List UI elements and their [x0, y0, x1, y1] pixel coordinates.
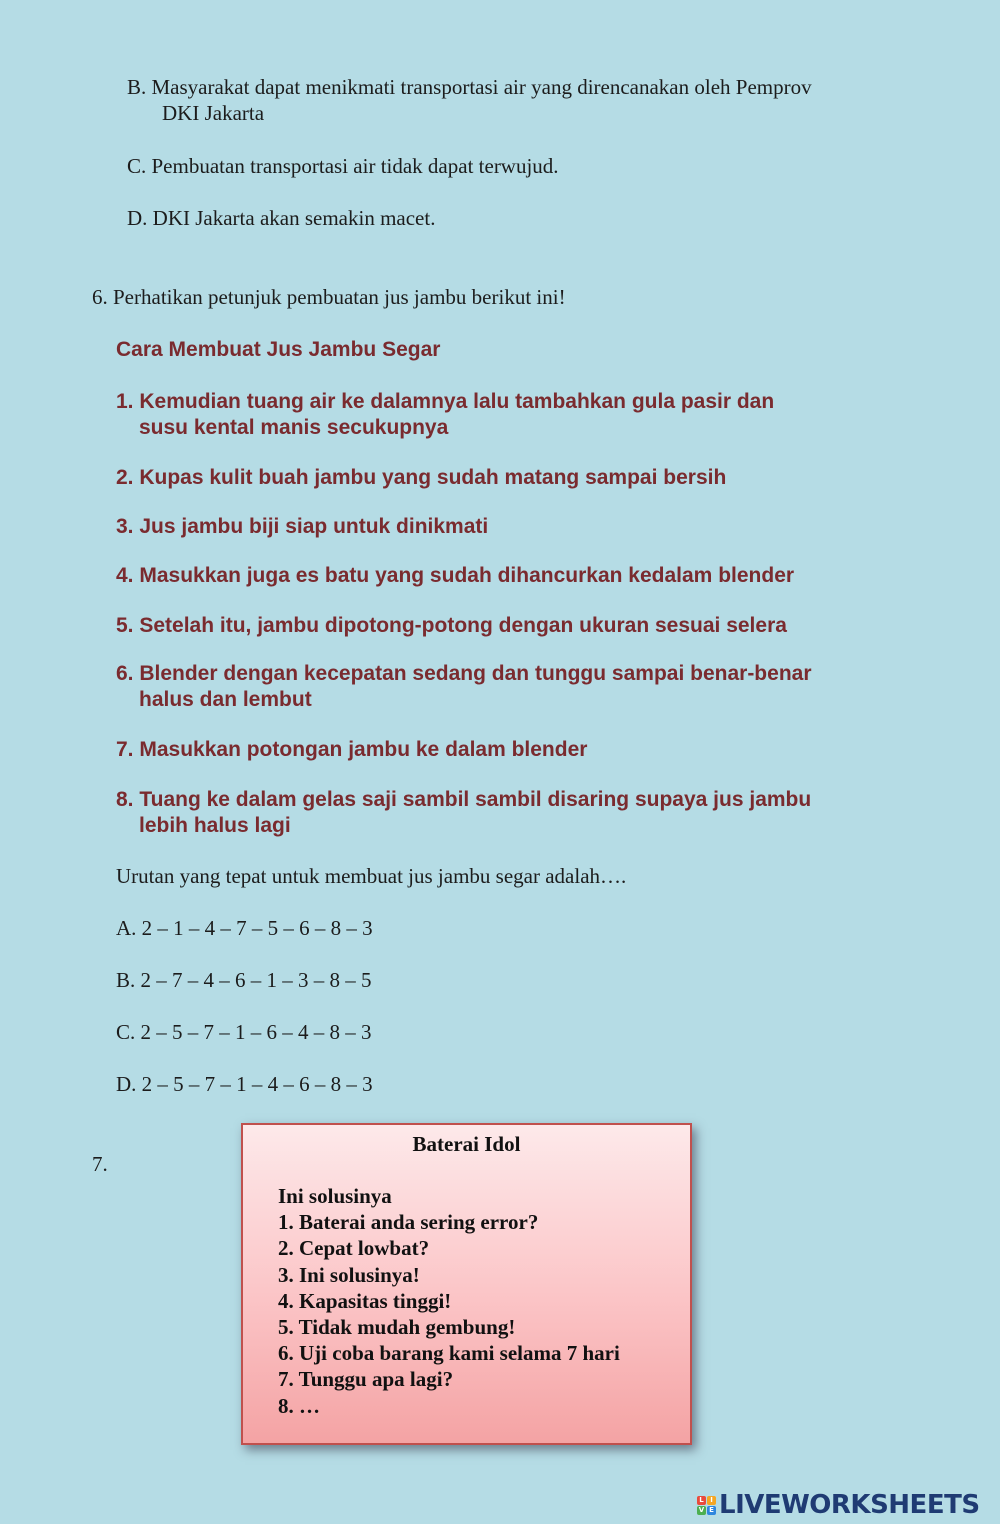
- answer-option-d[interactable]: D. 2 – 5 – 7 – 1 – 4 – 6 – 8 – 3: [116, 1072, 373, 1096]
- answer-option-c[interactable]: C. 2 – 5 – 7 – 1 – 6 – 4 – 8 – 3: [116, 1020, 372, 1044]
- recipe-step: 3. Jus jambu biji siap untuk dinikmati: [116, 515, 489, 538]
- advert-line: 3. Ini solusinya!: [278, 1262, 420, 1287]
- advert-line: 2. Cepat lowbat?: [278, 1236, 430, 1261]
- advert-line: 4. Kapasitas tinggi!: [278, 1288, 452, 1313]
- recipe-step: 6. Blender dengan kecepatan sedang dan tunggu sampai benar-benar halus dan lembut: [116, 662, 812, 711]
- recipe-step: 8. Tuang ke dalam gelas saji sambil sambil disaring supaya jus jambu lebih halus lagi: [116, 788, 812, 837]
- option-d: D. DKI Jakarta akan semakin macet.: [127, 206, 436, 230]
- recipe-step: 7. Masukkan potongan jambu ke dalam blender: [116, 738, 588, 761]
- liveworksheets-logo: [697, 1488, 980, 1522]
- advert-line: 5. Tidak mudah gembung!: [278, 1315, 516, 1340]
- recipe-step: 4. Masukkan juga es batu yang sudah dihancurkan kedalam blender: [116, 564, 795, 587]
- advert-box: [241, 1123, 692, 1445]
- option-b: B. Masyarakat dapat menikmati transportasi air yang direncanakan oleh Pemprov DKI Jakarta: [127, 75, 812, 125]
- advert-line: 1. Baterai anda sering error?: [278, 1210, 539, 1235]
- option-c: C. Pembuatan transportasi air tidak dapat terwujud.: [127, 154, 559, 178]
- recipe-step: 1. Kemudian tuang air ke dalamnya lalu tambahkan gula pasir dan susu kental manis secukupnya: [116, 390, 775, 439]
- answer-option-a[interactable]: A. 2 – 1 – 4 – 7 – 5 – 6 – 8 – 3: [116, 916, 373, 940]
- question-6-prompt: 6. Perhatikan petunjuk pembuatan jus jambu berikut ini!: [92, 285, 566, 309]
- advert-title: Baterai Idol: [412, 1132, 521, 1156]
- question-7-number: 7.: [92, 1152, 108, 1176]
- advert-body: [278, 1183, 678, 1419]
- recipe-step: 5. Setelah itu, jambu dipotong-potong dengan ukuran sesuai selera: [116, 614, 787, 637]
- question-6-text: Urutan yang tepat untuk membuat jus jambu segar adalah….: [116, 864, 627, 888]
- recipe-step: 2. Kupas kulit buah jambu yang sudah matang sampai bersih: [116, 466, 727, 489]
- liveworksheets-logo-text: LIVEWORKSHEETS: [719, 1490, 980, 1520]
- advert-line: 6. Uji coba barang kami selama 7 hari: [278, 1341, 620, 1366]
- recipe-title: Cara Membuat Jus Jambu Segar: [116, 338, 441, 361]
- advert-subtitle: Ini solusinya: [278, 1184, 392, 1208]
- liveworksheets-logo-icon: L I V E: [697, 1496, 716, 1515]
- advert-line: 8. …: [278, 1393, 320, 1418]
- answer-option-b[interactable]: B. 2 – 7 – 4 – 6 – 1 – 3 – 8 – 5: [116, 968, 372, 992]
- advert-line: 7. Tunggu apa lagi?: [278, 1367, 454, 1392]
